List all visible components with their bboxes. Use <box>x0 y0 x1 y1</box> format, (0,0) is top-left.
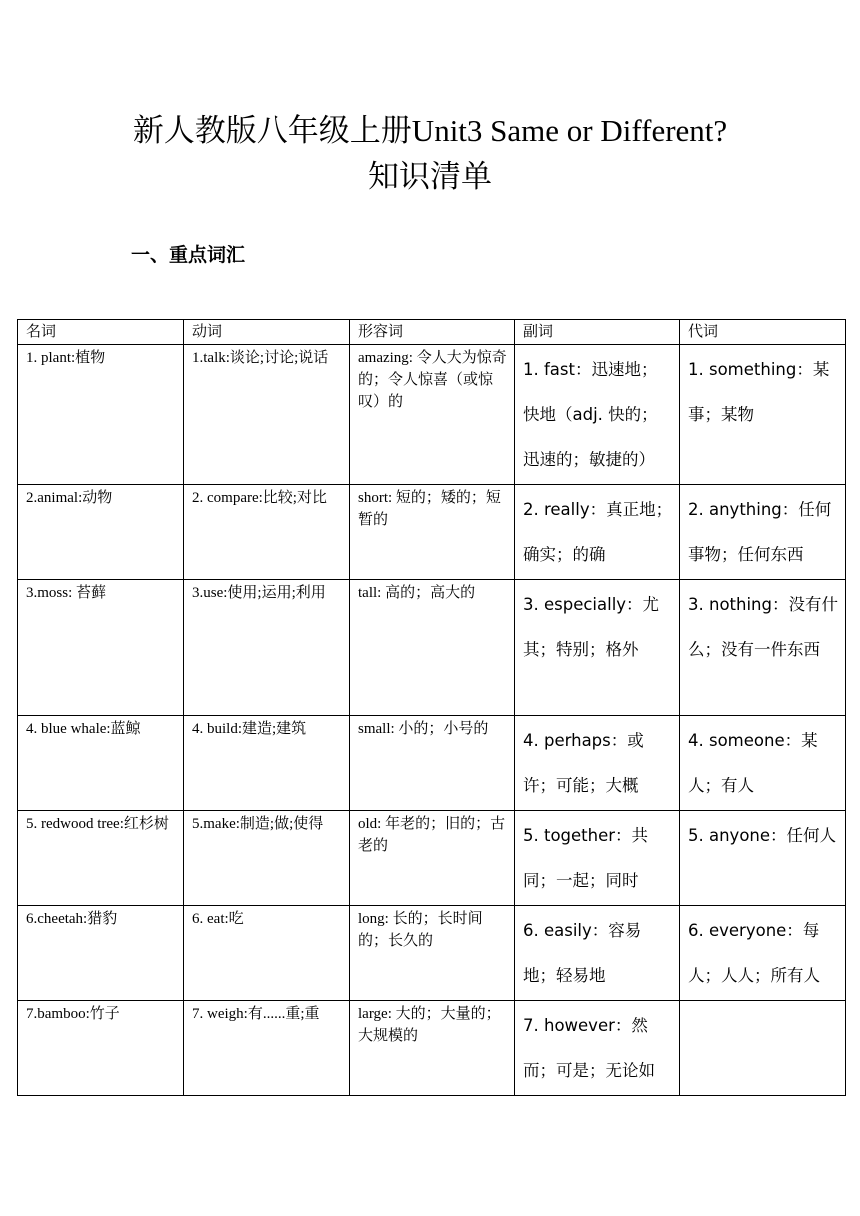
verb-cell: 3.use:使用;运用;利用 <box>184 580 350 716</box>
pronoun-cell: 3. nothing：没有什么；没有一件东西 <box>680 580 846 716</box>
verb-cell: 6. eat:吃 <box>184 906 350 1001</box>
adjective-cell: small: 小的；小号的 <box>350 716 515 811</box>
pronoun-cell: 1. something：某事；某物 <box>680 345 846 485</box>
table-row <box>18 580 846 716</box>
header-adjectives: 形容词 <box>350 320 515 345</box>
verb-cell: 2. compare:比较;对比 <box>184 485 350 580</box>
pronoun-cell <box>680 1001 846 1096</box>
adverb-cell: 6. easily：容易地；轻易地 <box>515 906 680 1001</box>
table-row <box>18 811 846 906</box>
section-heading: 一、重点词汇 <box>131 244 246 266</box>
pronoun-cell: 4. someone：某人；有人 <box>680 716 846 811</box>
table-row <box>18 1001 846 1096</box>
adjective-cell: old: 年老的；旧的；古老的 <box>350 811 515 906</box>
table-row <box>18 906 846 1001</box>
adjective-cell: large: 大的；大量的；大规模的 <box>350 1001 515 1096</box>
pronoun-cell: 2. anything：任何事物；任何东西 <box>680 485 846 580</box>
header-pronouns: 代词 <box>680 320 846 345</box>
adjective-cell: short: 短的；矮的；短暂的 <box>350 485 515 580</box>
adverb-cell: 4. perhaps：或许；可能；大概 <box>515 716 680 811</box>
adjective-cell: tall: 高的；高大的 <box>350 580 515 716</box>
verb-cell: 7. weigh:有......重;重 <box>184 1001 350 1096</box>
adverb-cell: 3. especially：尤其；特别；格外 <box>515 580 680 716</box>
title-line-2: 知识清单 <box>368 159 492 194</box>
verb-cell: 1.talk:谈论;讨论;说话 <box>184 345 350 485</box>
adjective-cell: amazing: 令人大为惊奇的；令人惊喜（或惊叹）的 <box>350 345 515 485</box>
noun-cell: 5. redwood tree:红杉树 <box>18 811 184 906</box>
noun-cell: 2.animal:动物 <box>18 485 184 580</box>
adjective-cell: long: 长的；长时间的；长久的 <box>350 906 515 1001</box>
header-adverbs: 副词 <box>515 320 680 345</box>
verb-cell: 5.make:制造;做;使得 <box>184 811 350 906</box>
document-title <box>0 108 860 200</box>
pronoun-cell: 5. anyone：任何人 <box>680 811 846 906</box>
adverb-cell: 1. fast：迅速地；快地（adj. 快的；迅速的；敏捷的） <box>515 345 680 485</box>
table-row <box>18 485 846 580</box>
table-header-row <box>18 320 846 345</box>
noun-cell: 4. blue whale:蓝鲸 <box>18 716 184 811</box>
pronoun-cell: 6. everyone：每人；人人；所有人 <box>680 906 846 1001</box>
adverb-cell: 7. however：然而；可是；无论如 <box>515 1001 680 1096</box>
header-nouns: 名词 <box>18 320 184 345</box>
verb-cell: 4. build:建造;建筑 <box>184 716 350 811</box>
noun-cell: 3.moss: 苔藓 <box>18 580 184 716</box>
adverb-cell: 2. really：真正地；确实；的确 <box>515 485 680 580</box>
adverb-cell: 5. together：共同；一起；同时 <box>515 811 680 906</box>
noun-cell: 7.bamboo:竹子 <box>18 1001 184 1096</box>
title-line-1: 新人教版八年级上册Unit3 Same or Different? <box>132 113 728 148</box>
table-row <box>18 345 846 485</box>
noun-cell: 1. plant:植物 <box>18 345 184 485</box>
header-verbs: 动词 <box>184 320 350 345</box>
table-row <box>18 716 846 811</box>
noun-cell: 6.cheetah:猎豹 <box>18 906 184 1001</box>
vocabulary-table <box>17 319 846 1096</box>
